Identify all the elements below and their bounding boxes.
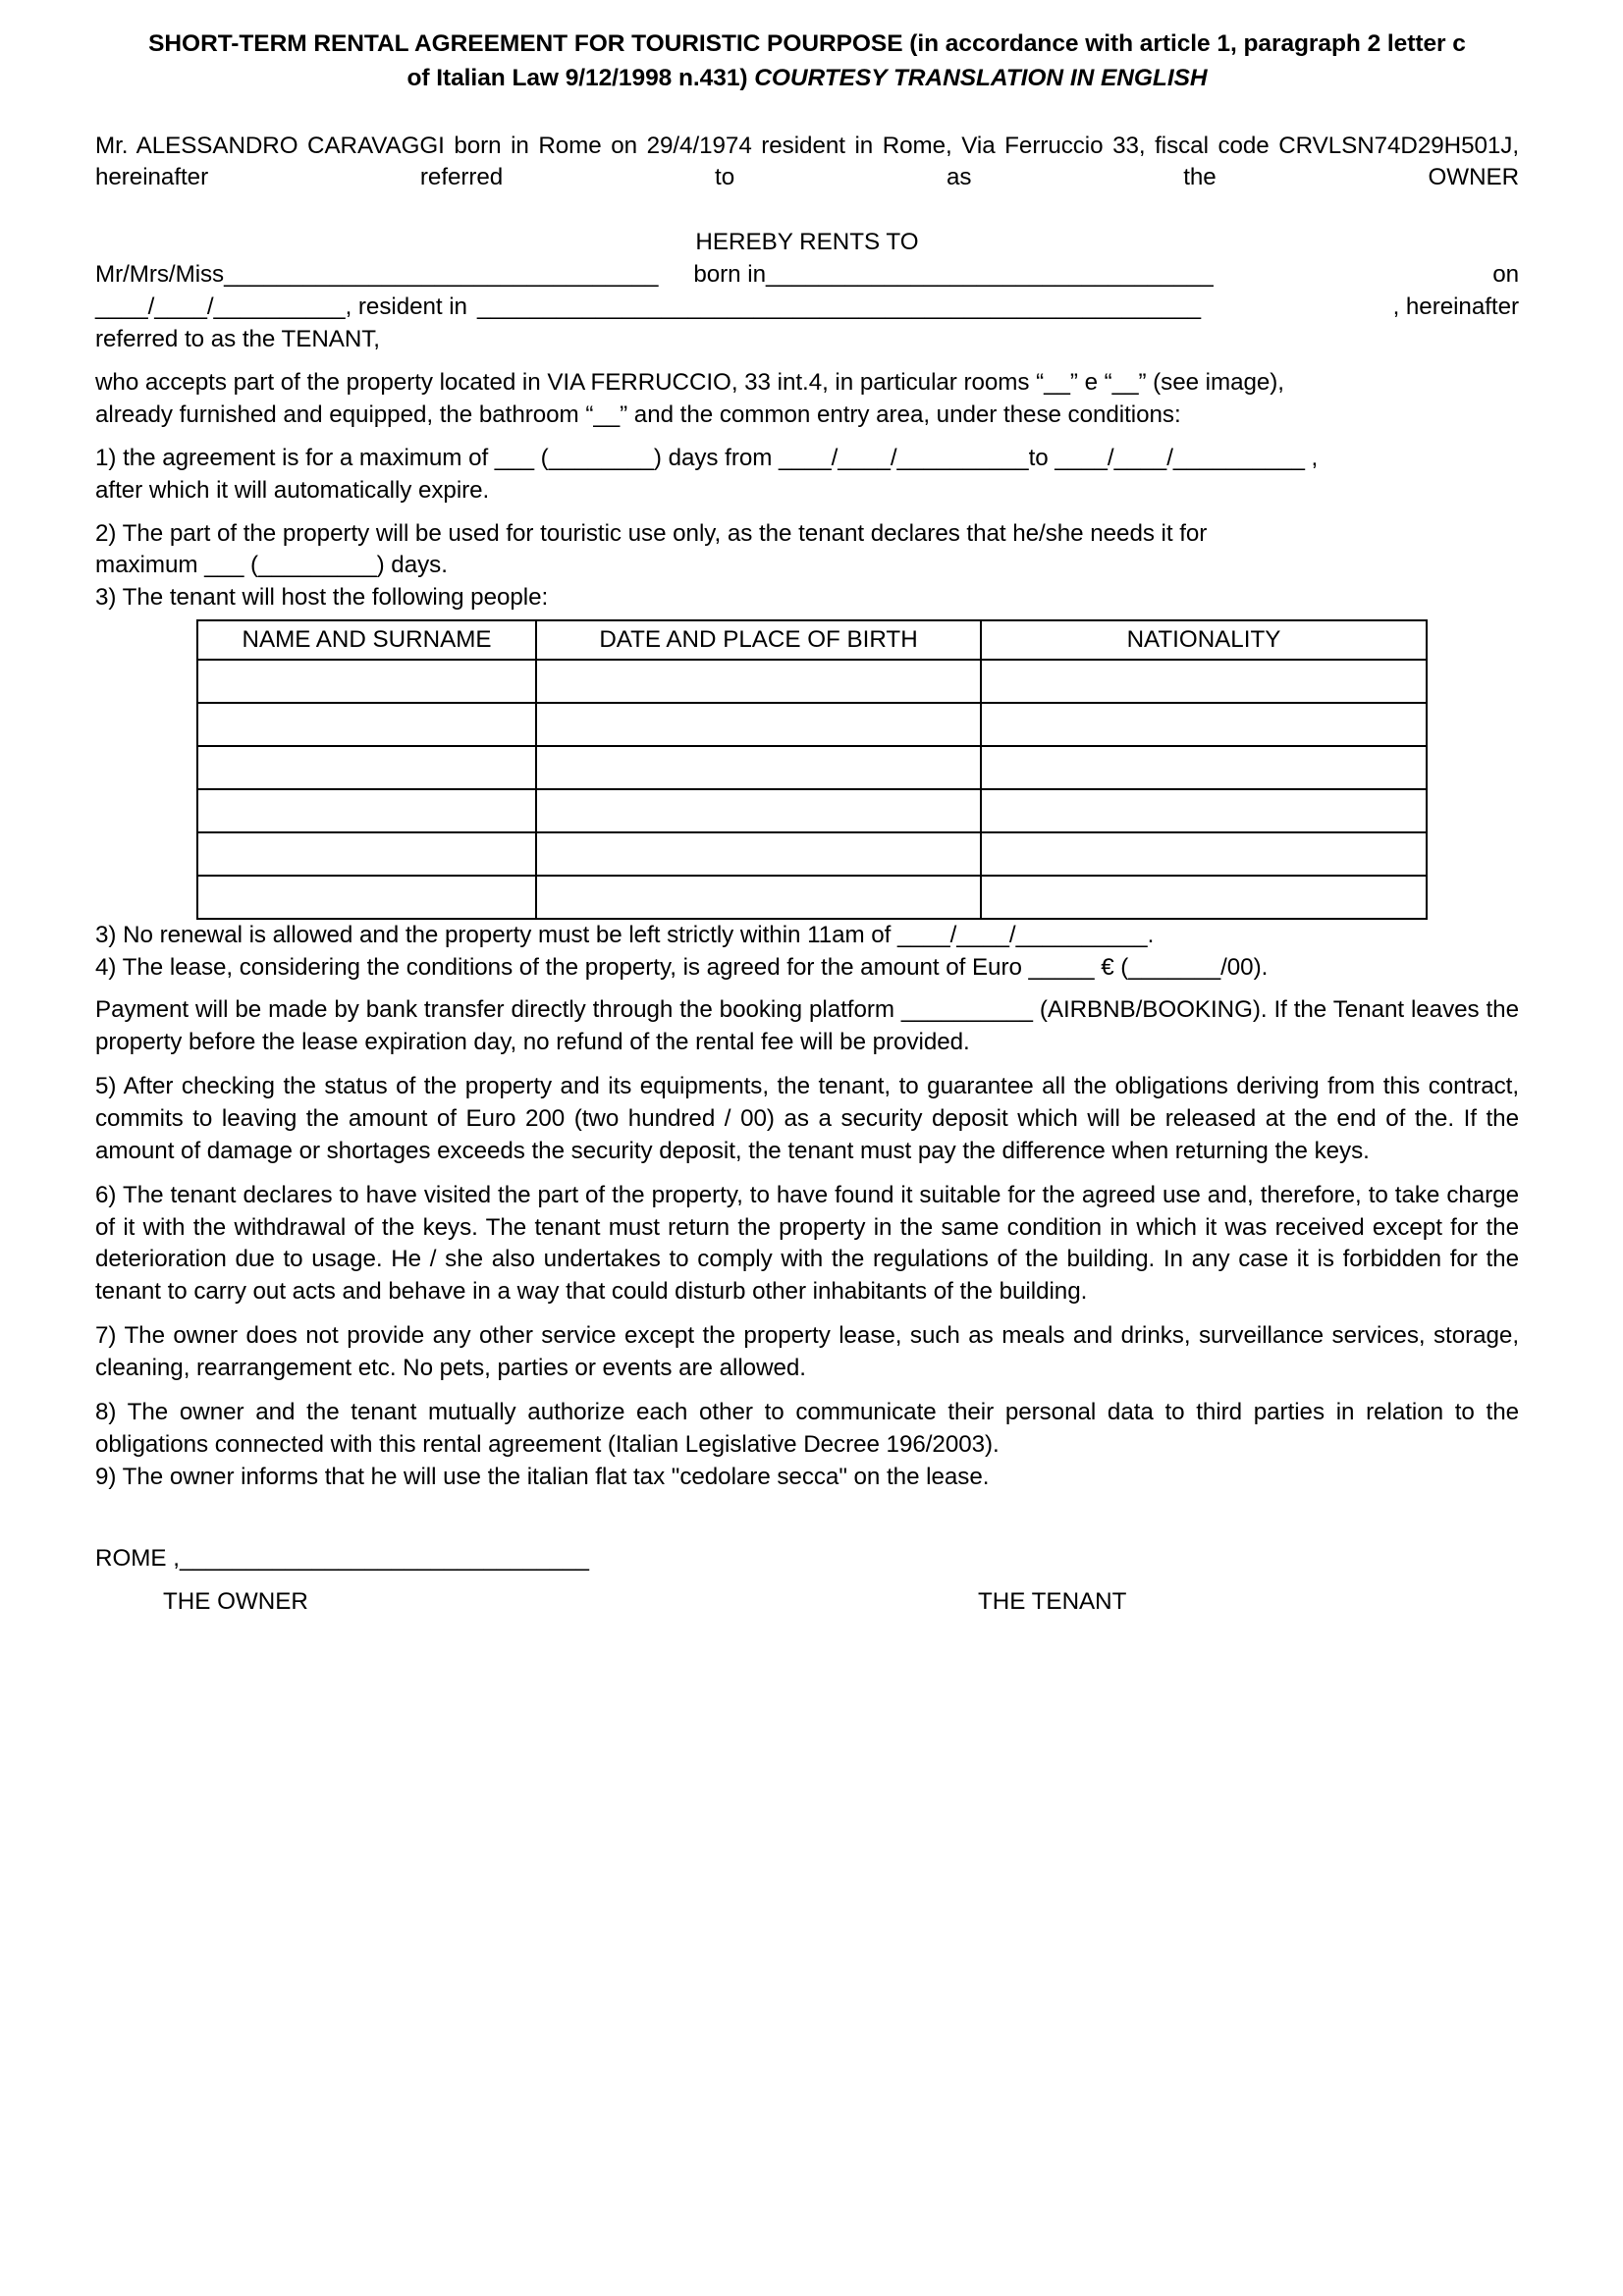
clause-4-payment: Payment will be made by bank transfer directly through the booking platform __________ (AIRBNB/BOOKING). If the Tenant leaves the property before the lease expiration day, no refund of the rental fee will be provided. xyxy=(95,996,1519,1055)
clause-7-services: 7) The owner does not provide any other service except the property lease, such as meals and drinks, surveillance services, storage, cleaning, rearrangement etc. No pets, parties or events are allowed. xyxy=(95,1322,1519,1382)
owner-paragraph: Mr. ALESSANDRO CARAVAGGI born in Rome on 29/4/1974 resident in Rome, Via Ferruccio 33, fiscal code CRVLSN74D29H501J, hereinafter referred to as the OWNER xyxy=(95,132,1519,191)
tenant-birthdate-blank[interactable]: ____/____/__________ xyxy=(95,294,346,321)
signature-city-row xyxy=(95,1543,1519,1582)
title-line-2-italic: COURTESY TRANSLATION IN ENGLISH xyxy=(754,64,1208,91)
clause-3b-no-renewal: 3) No renewal is allowed and the property must be left strictly within 11am of ____/____/__________. xyxy=(95,922,1155,949)
tenant-line-2 xyxy=(95,292,1519,324)
tenant-name-blank[interactable]: _________________________________ xyxy=(224,261,659,289)
tenant-residence-blank[interactable]: _______________________________________________________ xyxy=(476,294,1202,321)
clause-9-flat-tax: 9) The owner informs that he will use the italian flat tax "cedolare secca" on the lease. xyxy=(95,1463,990,1490)
title-line-2-plain: of Italian Law 9/12/1998 n.431) xyxy=(406,64,755,91)
cell-name[interactable] xyxy=(197,832,536,876)
clause-2-line-2: maximum ___ (_________) days. xyxy=(95,552,448,579)
table-row xyxy=(197,876,1427,919)
clause-1-line-1: 1) the agreement is for a maximum of ___ (________) days from ____/____/__________to ____/____/__________ , xyxy=(95,444,1319,471)
table-row xyxy=(197,789,1427,832)
tenant-on-label: on xyxy=(1492,261,1519,289)
signature-labels-row xyxy=(95,1586,1519,1626)
column-header-birth: DATE AND PLACE OF BIRTH xyxy=(536,620,981,660)
cell-nationality[interactable] xyxy=(981,876,1427,919)
cell-birth[interactable] xyxy=(536,832,981,876)
clause-6-property-condition: 6) The tenant declares to have visited the part of the property, to have found it suitable for the agreed use and, therefore, to take charge of it with the withdrawal of the keys. The tenant must return the property in the same condition in which it was received except for the deterioration due to usage. He / she also undertakes to comply with the regulations of the building. In any case it is forbidden for the tenant to carry out acts and behave in a way that could disturb other inhabitants of the building. xyxy=(95,1181,1519,1306)
table-row xyxy=(197,703,1427,746)
clause-2-line-1: 2) The part of the property will be used for touristic use only, as the tenant declares that he/she needs it for xyxy=(95,519,1208,547)
title-line-1: SHORT-TERM RENTAL AGREEMENT FOR TOURISTIC POURPOSE (in accordance with article 1, paragraph 2 letter c xyxy=(148,30,1466,57)
cell-nationality[interactable] xyxy=(981,832,1427,876)
table-row xyxy=(197,660,1427,703)
cell-name[interactable] xyxy=(197,660,536,703)
signature-city-date-line[interactable]: ROME ,_______________________________ xyxy=(95,1544,590,1572)
table-row xyxy=(197,832,1427,876)
clause-5-security-deposit: 5) After checking the status of the property and its equipments, the tenant, to guarantee all the obligations deriving from this contract, commits to leaving the amount of Euro 200 (two hundred / 00) as a security deposit which will be released at the end of the. If the amount of damage or shortages exceeds the security deposit, the tenant must pay the difference when returning the keys. xyxy=(95,1072,1519,1164)
column-header-nationality: NATIONALITY xyxy=(981,620,1427,660)
accepts-paragraph-line-1: who accepts part of the property located in VIA FERRUCCIO, 33 int.4, in particular rooms “__” e “__” (see image), xyxy=(95,368,1284,396)
tenant-line-1 xyxy=(95,259,1519,292)
accepts-paragraph-line-2: already furnished and equipped, the bathroom “__” and the common entry area, under these conditions: xyxy=(95,400,1181,428)
cell-birth[interactable] xyxy=(536,746,981,789)
clause-4-line-1: 4) The lease, considering the conditions of the property, is agreed for the amount of Euro _____ € (_______/00). xyxy=(95,954,1269,982)
document-title xyxy=(95,27,1519,96)
clause-3-hosts-intro: 3) The tenant will host the following people: xyxy=(95,584,549,612)
tenant-birthplace-blank[interactable]: __________________________________ xyxy=(765,261,1214,289)
cell-name[interactable] xyxy=(197,876,536,919)
signature-owner-label: THE OWNER xyxy=(163,1587,308,1615)
cell-birth[interactable] xyxy=(536,703,981,746)
column-header-name: NAME AND SURNAME xyxy=(197,620,536,660)
cell-birth[interactable] xyxy=(536,876,981,919)
tenant-title-label: Mr/Mrs/Miss xyxy=(95,261,225,289)
table-header-row xyxy=(197,620,1427,660)
signature-block xyxy=(95,1543,1519,1626)
title-spacer xyxy=(95,96,1519,123)
tenant-hereinafter-label: , hereinafter xyxy=(1392,294,1519,321)
tenant-line-3: referred to as the TENANT, xyxy=(95,326,380,352)
hosts-table xyxy=(196,619,1428,920)
cell-nationality[interactable] xyxy=(981,660,1427,703)
tenant-resident-label: , resident in xyxy=(345,294,467,321)
hereby-rents-to-heading: HEREBY RENTS TO xyxy=(695,229,919,256)
clause-8-data-sharing: 8) The owner and the tenant mutually authorize each other to communicate their personal data to third parties in relation to the obligations connected with this rental agreement (Italian Legislative Decree 196/2003). xyxy=(95,1399,1519,1458)
cell-birth[interactable] xyxy=(536,789,981,832)
tenant-born-in-label: born in xyxy=(693,261,766,289)
signature-tenant-label: THE TENANT xyxy=(978,1587,1127,1615)
cell-nationality[interactable] xyxy=(981,789,1427,832)
table-row xyxy=(197,746,1427,789)
cell-name[interactable] xyxy=(197,703,536,746)
document-content xyxy=(95,27,1519,1626)
cell-name[interactable] xyxy=(197,746,536,789)
cell-birth[interactable] xyxy=(536,660,981,703)
cell-name[interactable] xyxy=(197,789,536,832)
clause-1-line-2: after which it will automatically expire. xyxy=(95,476,490,504)
cell-nationality[interactable] xyxy=(981,746,1427,789)
cell-nationality[interactable] xyxy=(981,703,1427,746)
